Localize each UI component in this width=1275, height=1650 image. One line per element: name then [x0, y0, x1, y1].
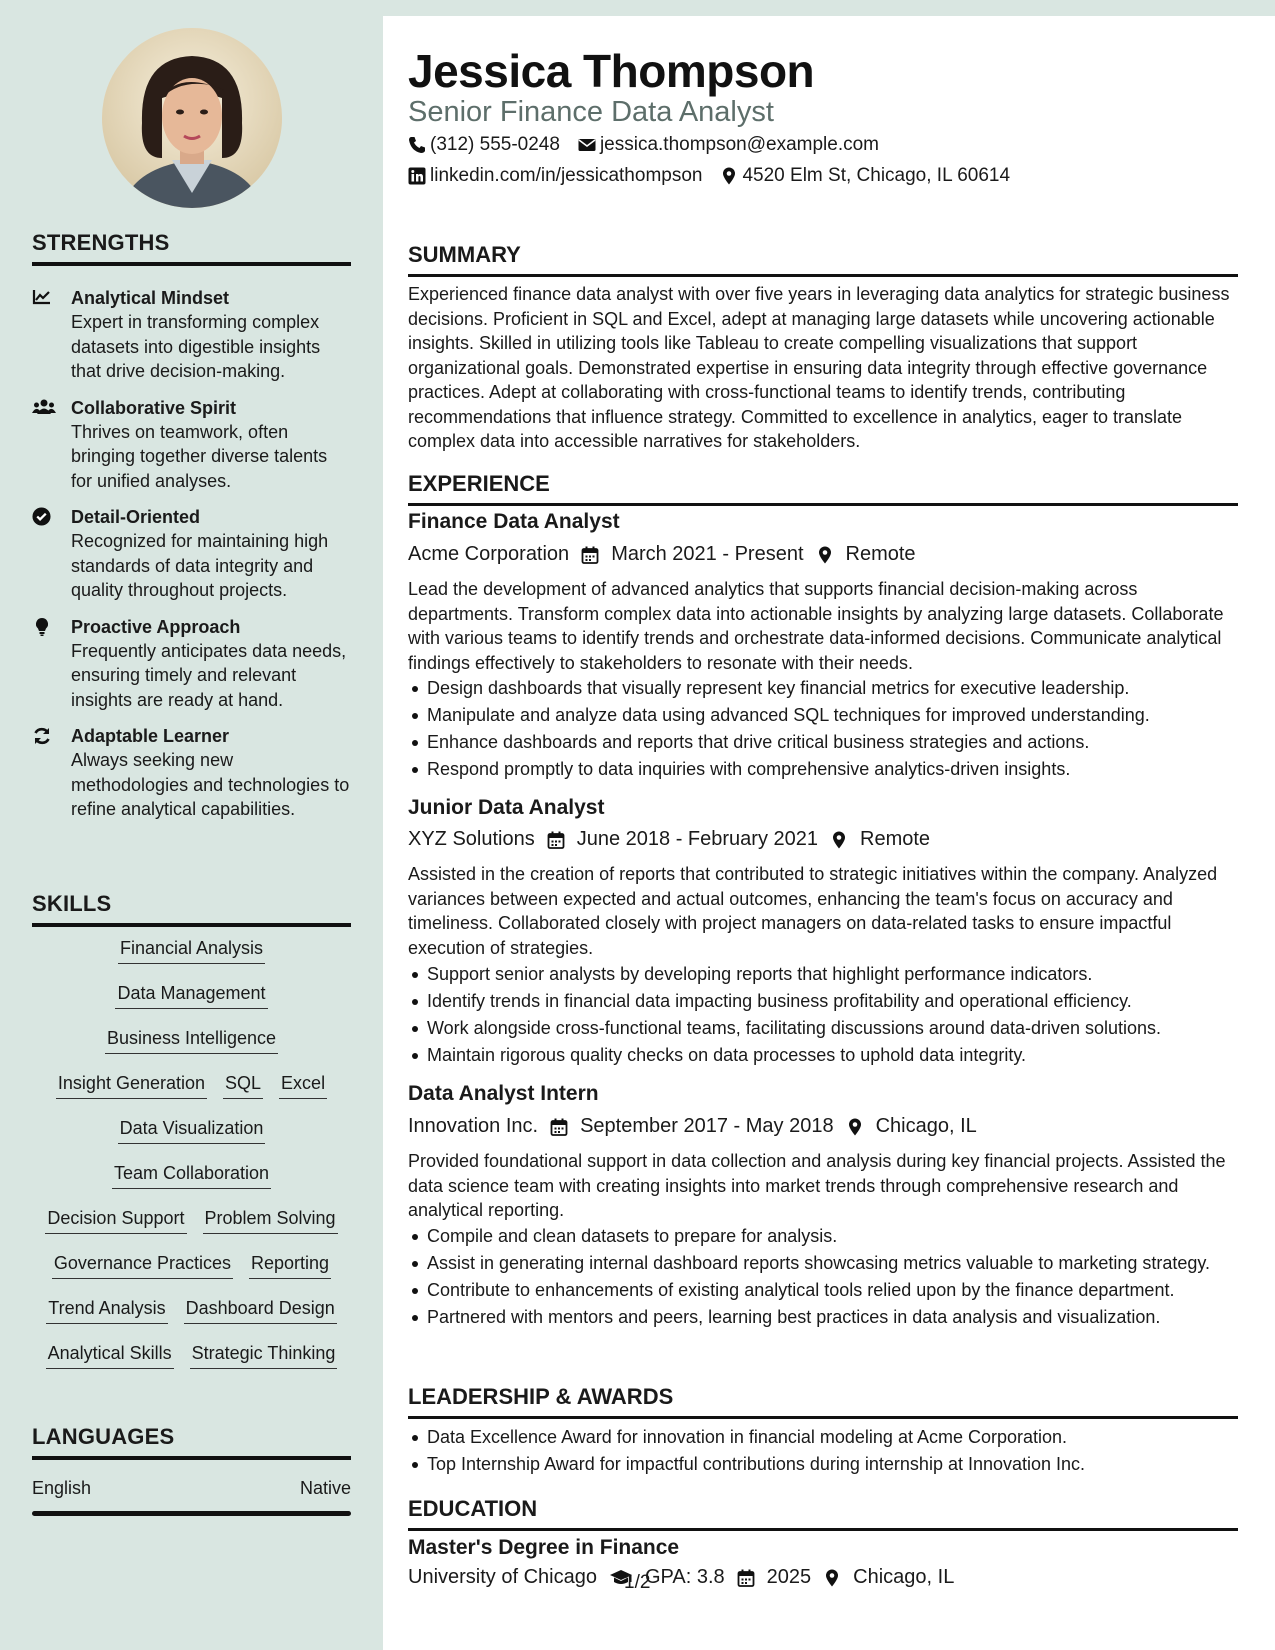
skill-tag: Analytical Skills	[46, 1341, 174, 1369]
job-title: Junior Data Analyst	[408, 796, 605, 819]
linkedin-icon	[408, 167, 426, 185]
bullet-item: Maintain rigorous quality checks on data processes to uphold data integrity.	[408, 1043, 1243, 1068]
bullet-item: Identify trends in financial data impacting business profitability and operational efficiency.	[408, 989, 1243, 1014]
skill-tag: Dashboard Design	[184, 1296, 337, 1324]
strengths-heading: STRENGTHS	[32, 230, 351, 266]
strength-title: Adaptable Learner	[71, 726, 230, 746]
bullet-item: Contribute to enhancements of existing analytical tools relied upon by the finance department.	[408, 1278, 1243, 1303]
skill-tag: Trend Analysis	[46, 1296, 167, 1324]
job-meta	[408, 1115, 977, 1138]
page-number: 1/2	[624, 1572, 651, 1593]
email-text: jessica.thompson@example.com	[599, 134, 880, 155]
degree-title: Master's Degree in Finance	[408, 1536, 680, 1559]
phone-icon	[408, 136, 426, 154]
linkedin-contact[interactable]	[408, 165, 702, 187]
strength-item	[32, 615, 352, 713]
job-meta	[408, 543, 916, 566]
address-contact	[720, 165, 1010, 187]
bullet-item: Assist in generating internal dashboard reports showcasing metrics valuable to marketing strategy.	[408, 1251, 1243, 1276]
skill-tag: Strategic Thinking	[190, 1341, 338, 1369]
bullet-item: Enhance dashboards and reports that drive critical business strategies and actions.	[408, 730, 1243, 755]
job-title: Data Analyst Intern	[408, 1082, 599, 1105]
strength-title: Collaborative Spirit	[71, 397, 237, 418]
job-description: Assisted in the creation of reports that contributed to strategic initiatives within the company. Analyzed variances between expected and actual outcomes, enhancing the team's focus on accuracy and timeliness. Collaborated closely with project managers on data-related tasks to ensure impactful execution of strategies.	[408, 864, 1218, 958]
skill-tag: Governance Practices	[52, 1251, 233, 1279]
contact-row-2	[408, 165, 1010, 187]
summary-text: Experienced finance data analyst with over five years in leveraging data analytics for strategic business decisions. Proficient in SQL and Excel, adept at managing large datasets while uncovering actionable insights. Skilled in utilizing tools like Tableau to create compelling visualizations that support organizational goals. Demonstrated expertise in ensuring data integrity through effective governance practices. Adept at collaborating with cross-functional teams to identify trends, contributing recommendations that influence strategy. Committed to excellence in analytics, eager to translate complex data into accessible narratives for stakeholders.	[408, 284, 1230, 451]
calendar-icon	[581, 546, 599, 564]
language-name: English	[32, 1478, 92, 1498]
phone-contact[interactable]	[408, 134, 560, 156]
strength-desc: Recognized for maintaining high standards of data integrity and quality throughout projects.	[71, 531, 329, 600]
job-bullets	[408, 962, 1243, 1070]
refresh-icon	[32, 726, 54, 746]
bullet-item: Support senior analysts by developing reports that highlight performance indicators.	[408, 962, 1243, 987]
check-circle-icon	[32, 507, 54, 527]
linkedin-text: linkedin.com/in/jessicathompson	[430, 165, 703, 186]
strength-item	[32, 724, 352, 822]
awards-list	[408, 1425, 1243, 1479]
address-text: 4520 Elm St, Chicago, IL 60614	[742, 165, 1011, 186]
languages-heading: LANGUAGES	[32, 1424, 351, 1460]
calendar-icon	[737, 1569, 755, 1587]
skill-tag: Problem Solving	[203, 1206, 338, 1234]
gpa-text: GPA: 3.8	[644, 1566, 725, 1588]
envelope-icon	[578, 136, 596, 154]
map-pin-icon	[720, 167, 738, 185]
job-dates: September 2017 - May 2018	[580, 1115, 834, 1137]
summary-heading: SUMMARY	[408, 242, 1238, 277]
experience-heading: EXPERIENCE	[408, 471, 1238, 506]
candidate-name: Jessica Thompson	[408, 45, 815, 97]
phone-text: (312) 555-0248	[430, 134, 560, 155]
map-pin-icon	[830, 831, 848, 849]
job-dates: June 2018 - February 2021	[576, 828, 819, 850]
skill-tag: Data Visualization	[118, 1116, 266, 1144]
email-contact[interactable]	[578, 134, 879, 156]
company-name: Acme Corporation	[408, 543, 570, 565]
strength-desc: Always seeking new methodologies and technologies to refine analytical capabilities.	[71, 750, 350, 819]
strength-desc: Thrives on teamwork, often bringing together diverse talents for unified analyses.	[71, 421, 328, 491]
bullet-item: Respond promptly to data inquiries with comprehensive analytics-driven insights.	[408, 757, 1243, 782]
job-bullets	[408, 676, 1243, 784]
contact-row	[408, 134, 879, 156]
skill-tag: Reporting	[249, 1251, 331, 1279]
language-level: Native	[299, 1478, 351, 1498]
skills-heading: SKILLS	[32, 891, 351, 927]
award-item: Top Internship Award for impactful contributions during internship at Innovation Inc.	[408, 1452, 1243, 1477]
award-item: Data Excellence Award for innovation in financial modeling at Acme Corporation.	[408, 1425, 1243, 1450]
strength-item	[32, 396, 352, 494]
job-location: Remote	[860, 828, 931, 850]
skill-tag: Data Management	[115, 981, 267, 1009]
map-pin-icon	[816, 546, 834, 564]
school-name: University of Chicago	[408, 1566, 597, 1588]
skill-tag: Decision Support	[45, 1206, 186, 1234]
bullet-item: Manipulate and analyze data using advanced SQL techniques for improved understanding.	[408, 703, 1243, 728]
map-pin-icon	[823, 1569, 841, 1587]
job-description: Provided foundational support in data collection and analysis during key financial projects. Assisted the data science team with creating insights into market trends through comprehensive research and analytical reporting.	[408, 1151, 1226, 1220]
language-level-bar	[32, 1511, 351, 1516]
users-icon	[32, 398, 54, 418]
strength-title: Analytical Mindset	[71, 288, 230, 308]
job-title-heading: Senior Finance Data Analyst	[408, 96, 774, 128]
strength-item	[32, 286, 352, 384]
job-location: Remote	[845, 543, 916, 565]
lightbulb-icon	[32, 617, 54, 637]
job-bullets	[408, 1224, 1243, 1332]
education-heading: EDUCATION	[408, 1496, 1238, 1531]
chart-line-icon	[32, 288, 54, 308]
bullet-item: Work alongside cross-functional teams, facilitating discussions around data-driven solutions.	[408, 1016, 1243, 1041]
strength-item	[32, 505, 352, 603]
strength-title: Proactive Approach	[71, 616, 241, 637]
company-name: XYZ Solutions	[408, 828, 535, 850]
skill-tag: Insight Generation	[56, 1071, 207, 1099]
skill-tag: Financial Analysis	[118, 936, 265, 964]
strength-desc: Frequently anticipates data needs, ensuring timely and relevant insights are ready at hand.	[71, 640, 347, 710]
bullet-item: Design dashboards that visually represent key financial metrics for executive leadership.	[408, 676, 1243, 701]
education-meta	[408, 1566, 954, 1589]
bullet-item: Partnered with mentors and peers, learning best practices in data analysis and visualization.	[408, 1305, 1243, 1330]
company-name: Innovation Inc.	[408, 1115, 539, 1137]
strength-title: Detail-Oriented	[71, 507, 201, 527]
education-location: Chicago, IL	[853, 1566, 955, 1588]
bullet-item: Compile and clean datasets to prepare for analysis.	[408, 1224, 1243, 1249]
awards-heading: LEADERSHIP & AWARDS	[408, 1384, 1238, 1419]
strengths-list	[32, 286, 352, 834]
skill-tag: Business Intelligence	[105, 1026, 278, 1054]
job-title: Finance Data Analyst	[408, 510, 620, 533]
avatar	[102, 28, 282, 208]
job-meta	[408, 828, 930, 851]
calendar-icon	[547, 831, 565, 849]
skills-list	[32, 936, 351, 1386]
graduation-year: 2025	[766, 1566, 812, 1588]
language-row	[32, 1478, 351, 1499]
skill-tag: SQL	[223, 1071, 263, 1099]
strength-desc: Expert in transforming complex datasets into digestible insights that drive decision-making.	[71, 312, 321, 381]
job-description: Lead the development of advanced analytics that supports financial decision-making across departments. Transform complex data into actionable insights by analyzing large datasets. Collaborate with various teams to identify trends and orchestrate data-informed decisions. Communicate analytical findings effectively to stakeholders to resonate with their needs.	[408, 579, 1224, 673]
job-location: Chicago, IL	[875, 1115, 977, 1137]
map-pin-icon	[846, 1118, 864, 1136]
skill-tag: Team Collaboration	[112, 1161, 271, 1189]
sidebar	[0, 0, 383, 1650]
main-content	[383, 16, 1275, 1650]
skill-tag: Excel	[279, 1071, 327, 1099]
job-dates: March 2021 - Present	[611, 543, 804, 565]
calendar-icon	[550, 1118, 568, 1136]
